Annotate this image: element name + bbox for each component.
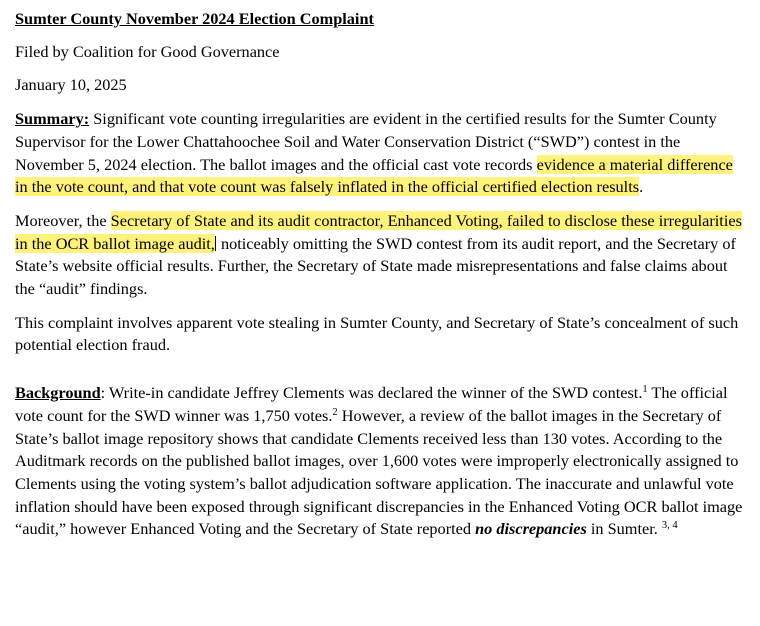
text-cursor — [215, 236, 216, 251]
background-text-3: However, a review of the ballot images in the Secretary of State’s ballot image repository shows that candidate Clements received less than 130 votes. According to the Auditmark records on the published ballot images, over 1,600 votes were improperly electronically assigned to Clements using the voting system’s ballot adjudication software application. The inaccurate and unlawful vote inflation should have been exposed through significant discrepancies in the Enhanced Voting OCR ballot image “audit,” however Enhanced Voting and the Secretary of State reported — [15, 405, 743, 539]
background-emphasis: no discrepancies — [475, 519, 587, 539]
summary-text-1: Significant vote counting irregularities are evident in the certified results for the Sumter County Supervisor for the Lower Chattahoochee Soil and Water Conservation District (“SWD”) contest in the November 5, 2024 election. The ballot images and the official cast vote records — [15, 109, 717, 174]
moreover-text-1: Moreover, the — [15, 210, 111, 230]
footnote-ref-3-4[interactable]: 3, 4 — [661, 520, 678, 532]
background-text-2: The official vote count for the SWD winner was 1,750 votes. — [15, 383, 728, 425]
summary-text-2: . — [639, 177, 644, 197]
background-paragraph — [15, 382, 743, 541]
background-text-1: : Write-in candidate Jeffrey Clements was declared the winner of the SWD contest. — [100, 383, 643, 403]
document-page — [15, 8, 743, 541]
summary-paragraph — [15, 108, 743, 199]
background-label: Background — [15, 383, 101, 403]
summary-highlight: evidence a material difference in the vote count, and that vote count was falsely inflated in the official certified election results — [15, 154, 733, 197]
filed-by-line: Filed by Coalition for Good Governance — [15, 41, 280, 61]
complaint-paragraph: This complaint involves apparent vote stealing in Sumter County, and Secretary of State’s concealment of such potential election fraud. — [15, 312, 739, 355]
footnote-ref-1[interactable]: 1 — [642, 384, 648, 396]
footnote-ref-2[interactable]: 2 — [332, 406, 338, 418]
moreover-highlight: Secretary of State and its audit contractor, Enhanced Voting, failed to disclose these irregularities in the OCR ballot image audit, — [15, 210, 742, 253]
moreover-paragraph — [15, 210, 743, 301]
document-date: January 10, 2025 — [15, 75, 127, 95]
summary-label: Summary: — [15, 109, 90, 129]
background-text-4: in Sumter. — [586, 519, 662, 539]
document-title: Sumter County November 2024 Election Complaint — [15, 9, 374, 28]
moreover-text-2: noticeably omitting the SWD contest from its audit report, and the Secretary of State’s website official results. Further, the Secretary of State made misrepresentations and false claims about the “audit” findings. — [15, 233, 736, 299]
